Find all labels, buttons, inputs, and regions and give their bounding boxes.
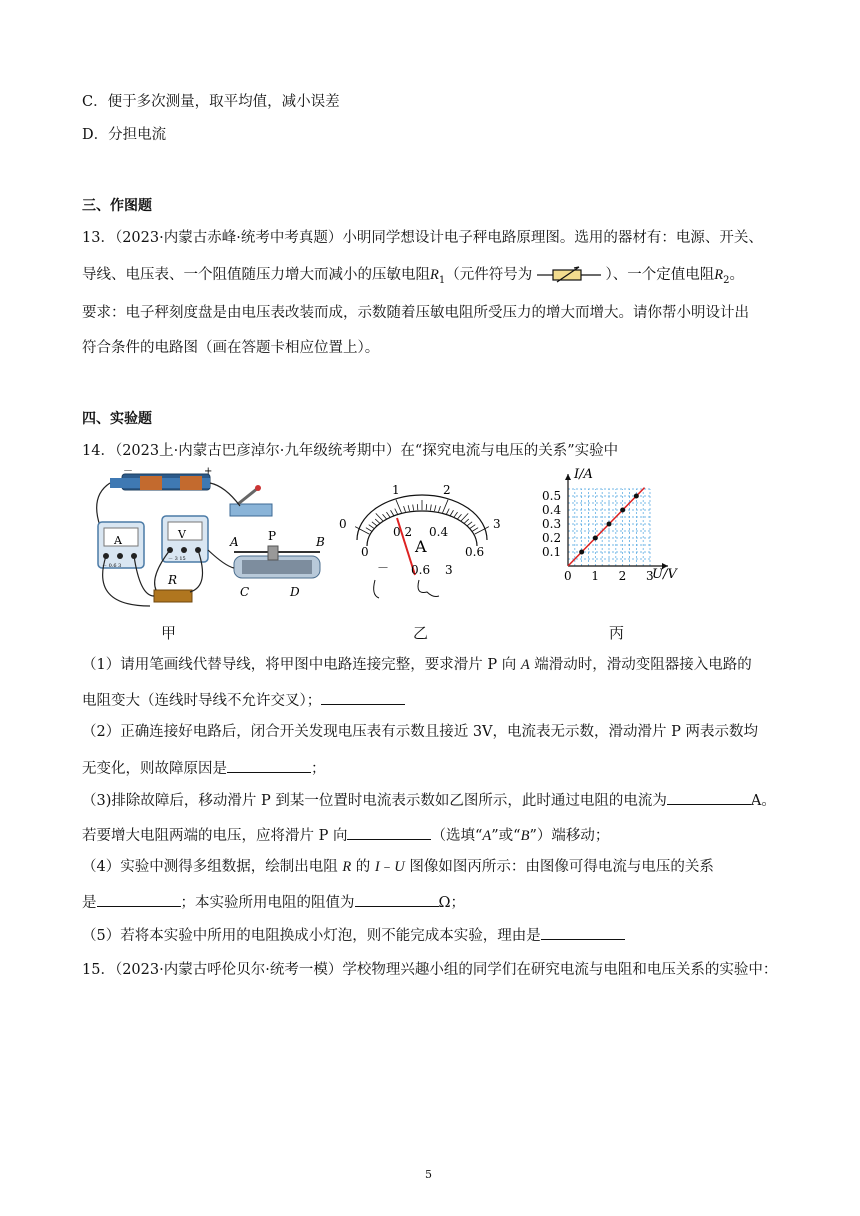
dial-tick [467, 522, 472, 526]
q14-text: ”或“ [491, 828, 521, 844]
rheostat-p-label: P [268, 529, 277, 543]
q14-text: 的 [351, 859, 375, 875]
q13-line2 [82, 265, 744, 291]
rheostat-b-label: B [316, 535, 325, 549]
x-tick-label: 2 [618, 569, 627, 583]
y-tick-label: 0.4 [542, 503, 562, 517]
q14-var-a: A [482, 828, 492, 844]
dial-inner-3: 0.6 [465, 545, 485, 559]
data-point [607, 522, 612, 527]
dial-tick [470, 525, 476, 529]
q14-var-u: U [394, 859, 405, 875]
dial-terminal-06: 0.6 [411, 563, 431, 577]
dial-tick [396, 500, 402, 513]
q14-var-r: R [342, 859, 352, 875]
voltmeter-terminals: － 3 15 [168, 556, 186, 562]
dial-tick [443, 500, 449, 513]
dial-outer-0: 0 [339, 517, 347, 531]
answer-blank[interactable] [667, 790, 751, 805]
dial-outer-3: 3 [493, 517, 501, 531]
q14-part1-line1 [82, 655, 752, 675]
r2-subscript: 2 [723, 274, 730, 286]
dial-tick [404, 506, 406, 512]
answer-blank[interactable] [347, 825, 431, 840]
r1-symbol: R [430, 267, 439, 283]
dial-tick [369, 525, 375, 529]
battery-minus-label: － [123, 466, 133, 477]
answer-blank[interactable] [321, 690, 405, 705]
q14-var-a: A [520, 657, 530, 673]
q14-text: （5）若将本实验中所用的电阻换成小灯泡，则不能完成本实验，理由是 [82, 928, 541, 944]
dial-tick [413, 505, 414, 511]
ammeter-label: A [114, 534, 122, 547]
dial-terminal-3: 3 [445, 563, 453, 577]
rheostat-d-label: D [290, 585, 300, 599]
q14-text: ”）端移动； [529, 828, 610, 844]
dial-tick [446, 509, 449, 515]
dial-tick [439, 506, 441, 512]
q14-text: ； [311, 761, 326, 777]
q14-var-b: B [520, 828, 530, 844]
dial-tick [391, 510, 394, 515]
data-line [568, 488, 645, 566]
dial-tick [395, 509, 398, 515]
dial-outer-2: 2 [443, 483, 451, 497]
dial-tick [383, 514, 387, 519]
q13-text: ）、一个定值电阻 [605, 267, 715, 283]
switch-icon [230, 504, 272, 516]
answer-blank[interactable] [227, 758, 311, 773]
y-tick-label: 0.1 [542, 545, 562, 559]
q14-text: ﹣ [379, 859, 395, 875]
section-heading-experiment: 四、实验题 [82, 411, 152, 427]
dial-tick [408, 505, 409, 511]
q14-part3-line1 [82, 790, 776, 811]
rheostat-c-label: C [240, 585, 250, 599]
q13-text: 。 [729, 267, 744, 283]
figure-ammeter-dial [335, 480, 505, 605]
page-number: 5 [425, 1168, 432, 1181]
q13-text: 导线、电压表、一个阻值随压力增大而减小的压敏电阻 [82, 267, 430, 283]
dial-tick [454, 512, 458, 517]
q14-part1-line2 [82, 690, 405, 711]
q15-title: 15．（2023·内蒙古呼伦贝尔·统考一模）学校物理兴趣小组的同学们在研究电流与电阻和电压关系的实验中： [82, 962, 778, 978]
q14-text: 无变化，则故障原因是 [82, 761, 227, 777]
resistor-label: R [168, 573, 178, 587]
q14-text: 图像如图丙所示：由图像可得电流与电压的关系 [404, 859, 714, 875]
q14-text: （选填“ [431, 828, 483, 844]
dial-tick [450, 510, 453, 515]
y-tick-label: 0.5 [542, 489, 562, 503]
dial-tick [472, 528, 478, 532]
dial-tick [457, 514, 461, 519]
q14-part4-line1 [82, 857, 714, 877]
dial-outer-1: 1 [392, 483, 400, 497]
y-tick-label: 0.3 [542, 517, 562, 531]
battery-plus-label: + [204, 466, 213, 477]
q14-text: 电阻变大（连线时导线不允许交叉）； [82, 693, 322, 709]
q14-text: A。 [750, 793, 776, 809]
figure-label-yi: 乙 [413, 624, 429, 642]
q14-title: 14．（2023上·内蒙古巴彦淖尔·九年级统考期中）在“探究电流与电压的关系”实验中 [82, 443, 619, 459]
data-point [593, 536, 598, 541]
data-point [579, 550, 584, 555]
answer-blank[interactable] [541, 925, 625, 940]
dial-terminal-minus: － [377, 561, 390, 575]
chart-xlabel: U/V [652, 567, 677, 582]
y-tick-label: 0.2 [542, 531, 562, 545]
q14-text: 端滑动时，滑动变阻器接入电路的 [529, 657, 752, 673]
q13-line4: 符合条件的电路图（画在答题卡相应位置上）。 [82, 340, 380, 356]
q14-text: 若要增大电阻两端的电压，应将滑片 P 向 [82, 828, 348, 844]
q13-text: （元件符号为 [445, 267, 533, 283]
answer-blank[interactable] [97, 892, 181, 907]
figure-label-jia: 甲 [161, 624, 177, 642]
q14-text: （4）实验中测得多组数据，绘制出电阻 [82, 859, 343, 875]
q13-line3: 要求：电子秤刻度盘是由电压表改装而成，示数随着压敏电阻所受压力的增大而增大。请你帮小明设计出 [82, 305, 749, 321]
resistor-icon [154, 590, 192, 602]
dial-tick [386, 512, 390, 517]
q14-part5 [82, 925, 625, 946]
figure-circuit [90, 466, 340, 616]
dial-inner-1: 0.2 [393, 525, 413, 539]
dial-tick [366, 528, 372, 532]
data-point [620, 508, 625, 513]
x-tick-label: 0 [564, 569, 572, 583]
ammeter-terminals: － 0.6 3 [102, 563, 122, 569]
option-d: D．分担电流 [82, 127, 167, 143]
q14-part3-line2 [82, 825, 609, 846]
voltmeter-label: V [178, 528, 186, 541]
option-c: C．便于多次测量，取平均值，减小误差 [82, 94, 340, 110]
y-axis-arrow [565, 474, 571, 480]
q14-text: Ω； [438, 895, 466, 911]
dial-tick [434, 505, 435, 511]
varistor-symbol-icon [537, 265, 601, 285]
answer-blank[interactable] [355, 892, 439, 907]
dial-tick [430, 505, 431, 511]
chart-ylabel: I/A [574, 467, 593, 482]
r2-symbol: R [714, 267, 724, 283]
q14-text: 是 [82, 895, 97, 911]
figure-label-bing: 丙 [609, 624, 625, 642]
figure-iu-graph [530, 466, 680, 606]
q14-part2-line1: （2）正确连接好电路后，闭合开关发现电压表有示数且接近 3V，电流表无示数，滑动滑片 P 两表示数均 [82, 724, 759, 740]
q14-part2-line2 [82, 758, 326, 779]
x-tick-label: 1 [591, 569, 599, 583]
dial-inner-2: 0.4 [429, 525, 449, 539]
data-point [634, 494, 639, 499]
q14-var-i: I [374, 859, 380, 875]
dial-tick [464, 519, 469, 523]
q14-text: ；本实验所用电阻的阻值为 [180, 895, 355, 911]
dial-tick [372, 522, 377, 526]
q14-text: （3)排除故障后，移动滑片 P 到某一位置时电流表示数如乙图所示，此时通过电阻的电流为 [82, 793, 667, 809]
dial-unit: A [415, 537, 427, 556]
x-tick-label: 3 [646, 569, 654, 583]
rheostat-a-label: A [230, 535, 239, 549]
r1-subscript: 1 [438, 274, 446, 286]
q14-text: （1）请用笔画线代替导线，将甲图中电路连接完整，要求滑片 P 向 [82, 657, 521, 673]
q13-line1: 13．（2023·内蒙古赤峰·统考中考真题）小明同学想设计电子秤电路原理图。选用的器材有：电源、开关、 [82, 230, 763, 246]
section-heading-drawing: 三、作图题 [82, 198, 152, 214]
dial-tick [375, 519, 380, 523]
dial-inner-0: 0 [361, 545, 369, 559]
q14-part4-line2 [82, 892, 465, 913]
